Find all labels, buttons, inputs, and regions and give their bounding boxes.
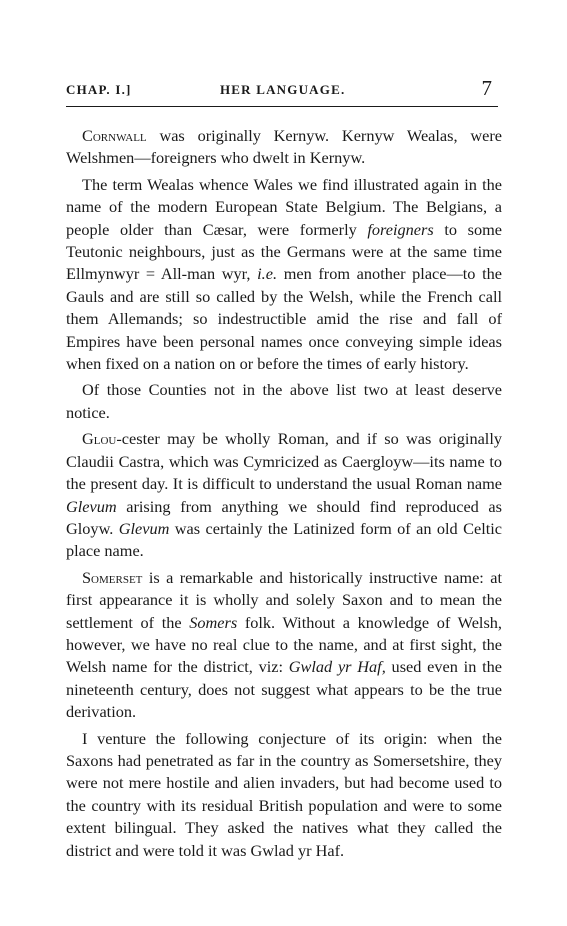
italic-run: foreigners bbox=[367, 219, 434, 239]
paragraph bbox=[66, 174, 502, 376]
small-caps-run: Somerset bbox=[82, 567, 143, 587]
header-rule bbox=[66, 106, 498, 107]
small-caps-run: Cornwall bbox=[82, 126, 147, 145]
italic-run: Somers bbox=[189, 612, 238, 632]
italic-run: Glevum bbox=[66, 496, 117, 516]
text-run: is a remarkable and historically instructive name: at first appearance it is wholly and solely Saxon and to mean the settlement of the bbox=[66, 567, 502, 632]
text-run: I venture the following conjecture of its origin: when the Saxons had penetrated as far in the country as Somersetshire, they were not mere hostile and alien invaders, but had become used to the country with its residual British population and were to some extent bilingual. They asked the natives what they called the district and were told it was Gwlad yr Haf. bbox=[66, 728, 502, 860]
italic-run: Gwlad yr Haf, bbox=[288, 657, 386, 677]
paragraph bbox=[66, 125, 502, 170]
running-head bbox=[66, 78, 492, 100]
body-text bbox=[66, 125, 502, 866]
text-run: arising from anything we should find reproduced as Gloyw. bbox=[66, 496, 502, 538]
text-run: was certainly the Latinized form of an old Celtic place name. bbox=[66, 518, 502, 561]
paragraph bbox=[66, 379, 502, 424]
italic-run: i.e. bbox=[257, 264, 278, 284]
small-caps-run: Glou bbox=[82, 429, 117, 449]
italic-run: Glevum bbox=[118, 518, 170, 538]
text-run: folk. Without a knowledge of Welsh, however, we have no real clue to the name, and at first sight, the Welsh name for the district, viz: bbox=[66, 612, 502, 677]
text-run: men from another place—to the Gauls and are still so called by the Welsh, while the French call them Allemands; so indestructible amid the rise and fall of Empires have been personal names once conveying simple ideas when fixed on a nation on or before the times of early history. bbox=[66, 264, 502, 374]
paragraph bbox=[66, 728, 502, 862]
chapter-label: CHAP. I.] bbox=[66, 82, 132, 97]
text-run: -cester may be wholly Roman, and if so was originally Claudii Castra, which was Cymricized as Caergloyw—its name to the present day. It is difficult to understand the usual Roman name bbox=[66, 429, 502, 494]
text-run: Of those Counties not in the above list two at least deserve notice. bbox=[66, 380, 502, 422]
text-run: was originally Kernyw. Kernyw Wealas, were Welshmen—foreigners who dwelt in Kernyw. bbox=[66, 126, 502, 168]
paragraph bbox=[66, 567, 502, 724]
text-run: The term Wealas whence Wales we find illustrated again in the name of the modern European State Belgium. The Belgians, a people older than Cæsar, were formerly bbox=[66, 174, 502, 239]
text-run: to some Teutonic neighbours, just as the Germans were at the same time Ellmynwyr = All-man wyr, bbox=[66, 219, 502, 284]
page-number: 7 bbox=[481, 76, 492, 100]
text-run: used even in the nineteenth century, does not suggest what appears to be the true derivation. bbox=[66, 657, 502, 722]
running-title: HER LANGUAGE. bbox=[220, 82, 346, 97]
paragraph bbox=[66, 428, 502, 562]
